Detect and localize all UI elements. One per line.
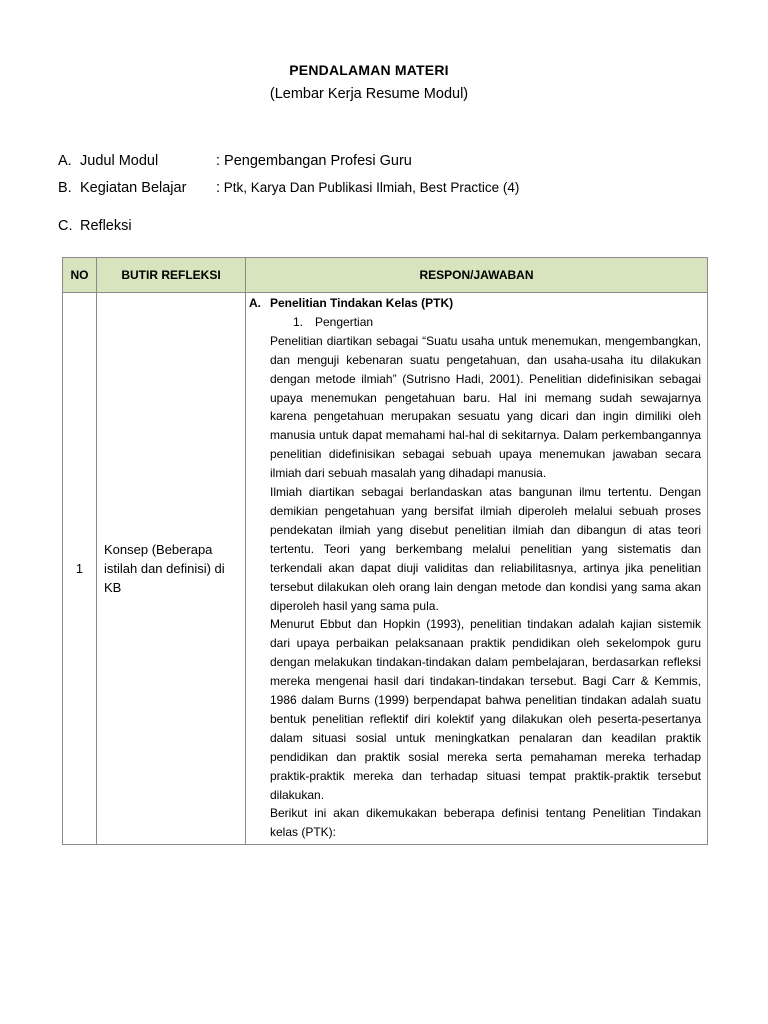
header-no: NO: [63, 258, 97, 293]
learning-activity-row: [58, 180, 519, 196]
subsection-heading: [249, 313, 701, 332]
reflection-table: [62, 257, 708, 845]
reflection-label: Refleksi: [80, 218, 132, 234]
reflection-row: [58, 218, 132, 234]
subsection-title: Pengertian: [315, 314, 374, 329]
response-cell: [246, 293, 708, 845]
table-row: [63, 293, 708, 845]
header-butir-refleksi: BUTIR REFLEKSI: [97, 258, 246, 293]
module-title-label: Judul Modul: [80, 153, 159, 169]
reflection-letter: C.: [58, 218, 73, 234]
paragraph-berikut: Berikut ini akan dikemukakan beberapa definisi tentang Penelitian Tindakan kelas (PTK):: [270, 806, 701, 840]
module-title-value: : Pengembangan Profesi Guru: [216, 153, 412, 169]
document-subtitle: (Lembar Kerja Resume Modul): [269, 86, 469, 102]
table-header-row: [63, 258, 708, 293]
paragraph-menurut: Menurut Ebbut dan Hopkin (1993), penelitian tindakan adalah kajian sistemik dari upaya perbaikan pelaksanaan praktik pendidikan oleh sekelompok guru dengan melakukan tindakan-tindakan dalam pembelajaran, berdasarkan refleksi mereka mengenai hasil dari tindakan-tindakan tersebut. Bagi Carr & Kemmis, 1986 dalam Burns (1999) berpendapat bahwa penelitian tindakan adalah suatu bentuk penelitian reflektif diri kolektif yang dilakukan oleh peserta-pesertanya dalam situasi sosial untuk meningkatkan penalaran dan keadilan praktik pendidikan dan praktik sosial mereka serta pemahaman mereka terhadap praktik-praktik mereka dan terhadap situasi tempat praktik-praktik tersebut dilakukan.: [270, 617, 701, 802]
document-title: PENDALAMAN MATERI: [289, 62, 449, 78]
module-title-row: [58, 153, 412, 169]
row-number: 1: [63, 293, 97, 845]
learning-activity-label: Kegiatan Belajar: [80, 180, 187, 196]
subsection-number: 1.: [293, 314, 304, 329]
learning-activity-value: Ptk, Karya Dan Publikasi Ilmiah, Best Practice (4): [220, 180, 520, 195]
paragraph-penelitian: Penelitian diartikan sebagai “Suatu usaha untuk menemukan, mengembangkan, dan menguji kebenaran suatu pengetahuan, dan usaha-usaha itu dilakukan dengan metode ilmiah” (Sutrisno Hadi, 2001). Penelitian didefinisikan sebagai upaya menemukan pengetahuan baru. Hal ini memang sudah sewajarnya karena pengetahuan merupakan sesuatu yang dicari dan ingin dimiliki oleh manusia untuk dapat memahami hal-hal di sekitarnya. Dalam perkembangannya penelitian didefinisikan sebagai sebuah upaya menemukan jawaban secara ilmiah dari sebuah masalah yang dihadapi manusia.: [270, 333, 701, 481]
reflection-item: Konsep (Beberapa istilah dan definisi) di KB: [97, 293, 246, 845]
learning-activity-letter: B.: [58, 180, 72, 196]
learning-activity-colon: :: [216, 180, 221, 196]
module-title-letter: A.: [58, 153, 72, 169]
paragraph-ilmiah: Ilmiah diartikan sebagai berlandaskan atas bangunan ilmu tertentu. Dengan demikian pengetahuan yang bersifat ilmiah diperoleh melalui sebuah proses pendekatan ilmiah yang disebut penelitian ilmiah dan dibangun di atas teori tertentu. Teori yang berkembang melalui penelitian yang sistematis dan terkendali akan dapat diuji validitas dan reliabilitasnya, artinya jika penelitian tersebut dilakukan oleh orang lain dengan metode dan kondisi yang sama akan diperoleh hasil yang sama pula.: [270, 485, 701, 613]
section-title: Penelitian Tindakan Kelas (PTK): [270, 296, 454, 310]
section-letter: A.: [249, 296, 261, 310]
section-heading: [249, 294, 701, 313]
header-respon-jawaban: RESPON/JAWABAN: [246, 258, 708, 293]
